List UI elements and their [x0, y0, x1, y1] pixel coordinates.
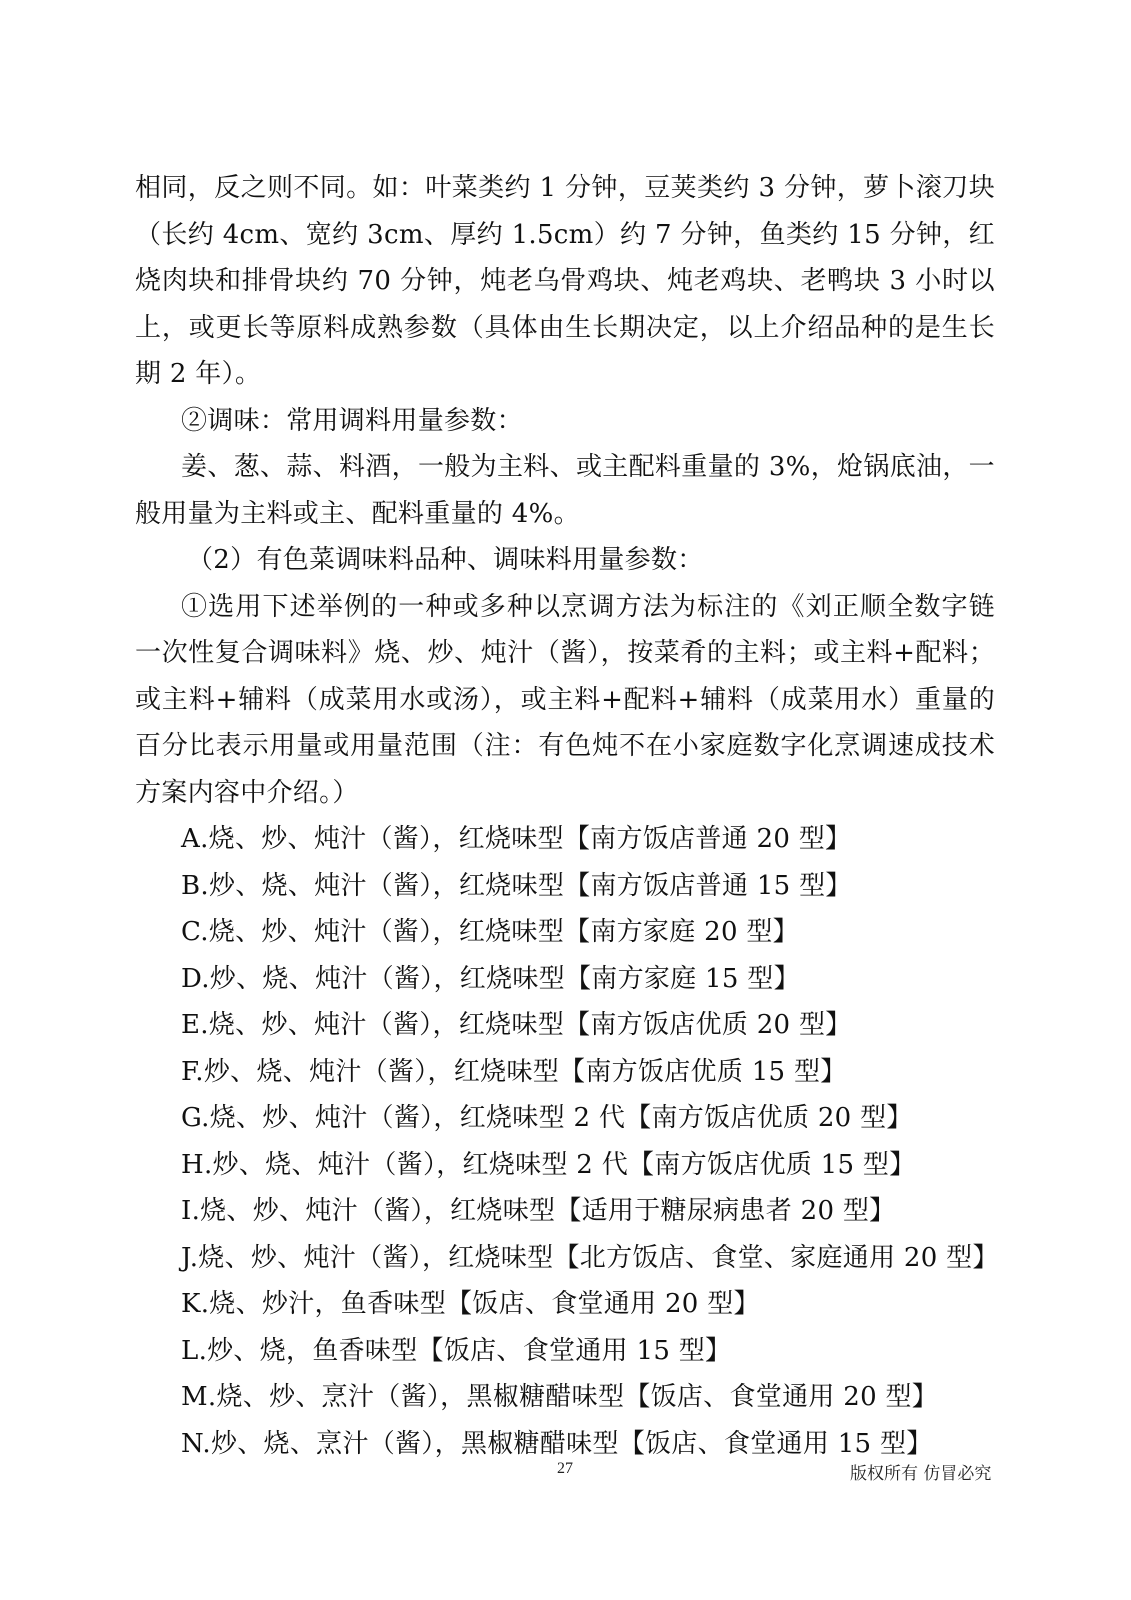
- list-item: A.烧、炒、炖汁（酱），红烧味型【南方饭店普通 20 型】: [181, 824, 852, 854]
- paragraph-cooking-times: 相同，反之则不同。如：叶菜类约 1 分钟，豆荚类约 3 分钟，萝卜滚刀块（长约 4cm、宽约 3cm、厚约 1.5cm）约 7 分钟，鱼类约 15 分钟，红烧肉块和排骨块约 70 分钟，炖老乌骨鸡块、炖老鸡块、老鸭块 3 小时以上，或更长等原料成熟参数（具体由生长期决定，以上介绍品种的是生长期 2 年）。: [135, 173, 995, 389]
- list-item: K.烧、炒汁，鱼香味型【饭店、食堂通用 20 型】: [181, 1289, 760, 1319]
- document-body: [135, 165, 999, 1467]
- paragraph-seasoning-heading: ②调味：常用调料用量参数：: [181, 405, 523, 436]
- paragraph-seasoning-amounts: 姜、葱、蒜、料酒，一般为主料、或主配料重量的 3%，炝锅底油，一般用量为主料或主、配料重量的 4%。: [135, 452, 995, 529]
- list-item: M.烧、炒、烹汁（酱），黑椒糖醋味型【饭店、食堂通用 20 型】: [181, 1382, 939, 1412]
- list-item: J.烧、炒、炖汁（酱），红烧味型【北方饭店、食堂、家庭通用 20 型】: [181, 1242, 999, 1273]
- list-item: E.烧、炒、炖汁（酱），红烧味型【南方饭店优质 20 型】: [181, 1010, 852, 1040]
- list-item: L.炒、烧，鱼香味型【饭店、食堂通用 15 型】: [181, 1335, 732, 1366]
- list-item: N.炒、烧、烹汁（酱），黑椒糖醋味型【饭店、食堂通用 15 型】: [181, 1428, 933, 1459]
- list-item: D.炒、烧、炖汁（酱），红烧味型【南方家庭 15 型】: [181, 963, 800, 994]
- list-item: C.烧、炒、炖汁（酱），红烧味型【南方家庭 20 型】: [181, 917, 799, 947]
- copyright-notice: 版权所有 仿冒必究: [850, 1464, 992, 1484]
- list-item: H.炒、烧、炖汁（酱），红烧味型 2 代【南方饭店优质 15 型】: [181, 1149, 916, 1180]
- list-item: F.炒、烧、炖汁（酱），红烧味型【南方饭店优质 15 型】: [181, 1056, 847, 1087]
- page-number: 27: [557, 1460, 573, 1477]
- paragraph-compound-seasoning: ①选用下述举例的一种或多种以烹调方法为标注的《刘正顺全数字链一次性复合调味料》烧、炒、炖汁（酱），按菜肴的主料；或主料+配料；或主料+辅料（成菜用水或汤），或主料+配料+辅料（成菜用水）重量的百分比表示用量或用量范围（注：有色炖不在小家庭数字化烹调速成技术方案内容中介绍。）: [135, 591, 995, 808]
- list-item: I.烧、炒、炖汁（酱），红烧味型【适用于糖尿病患者 20 型】: [181, 1196, 896, 1226]
- list-item: G.烧、炒、炖汁（酱），红烧味型 2 代【南方饭店优质 20 型】: [181, 1103, 913, 1133]
- seasoning-type-list: [135, 816, 999, 1467]
- section-heading-colored-dishes: （2）有色菜调味料品种、调味料用量参数：: [187, 545, 704, 575]
- list-item: B.炒、烧、炖汁（酱），红烧味型【南方饭店普通 15 型】: [181, 870, 852, 901]
